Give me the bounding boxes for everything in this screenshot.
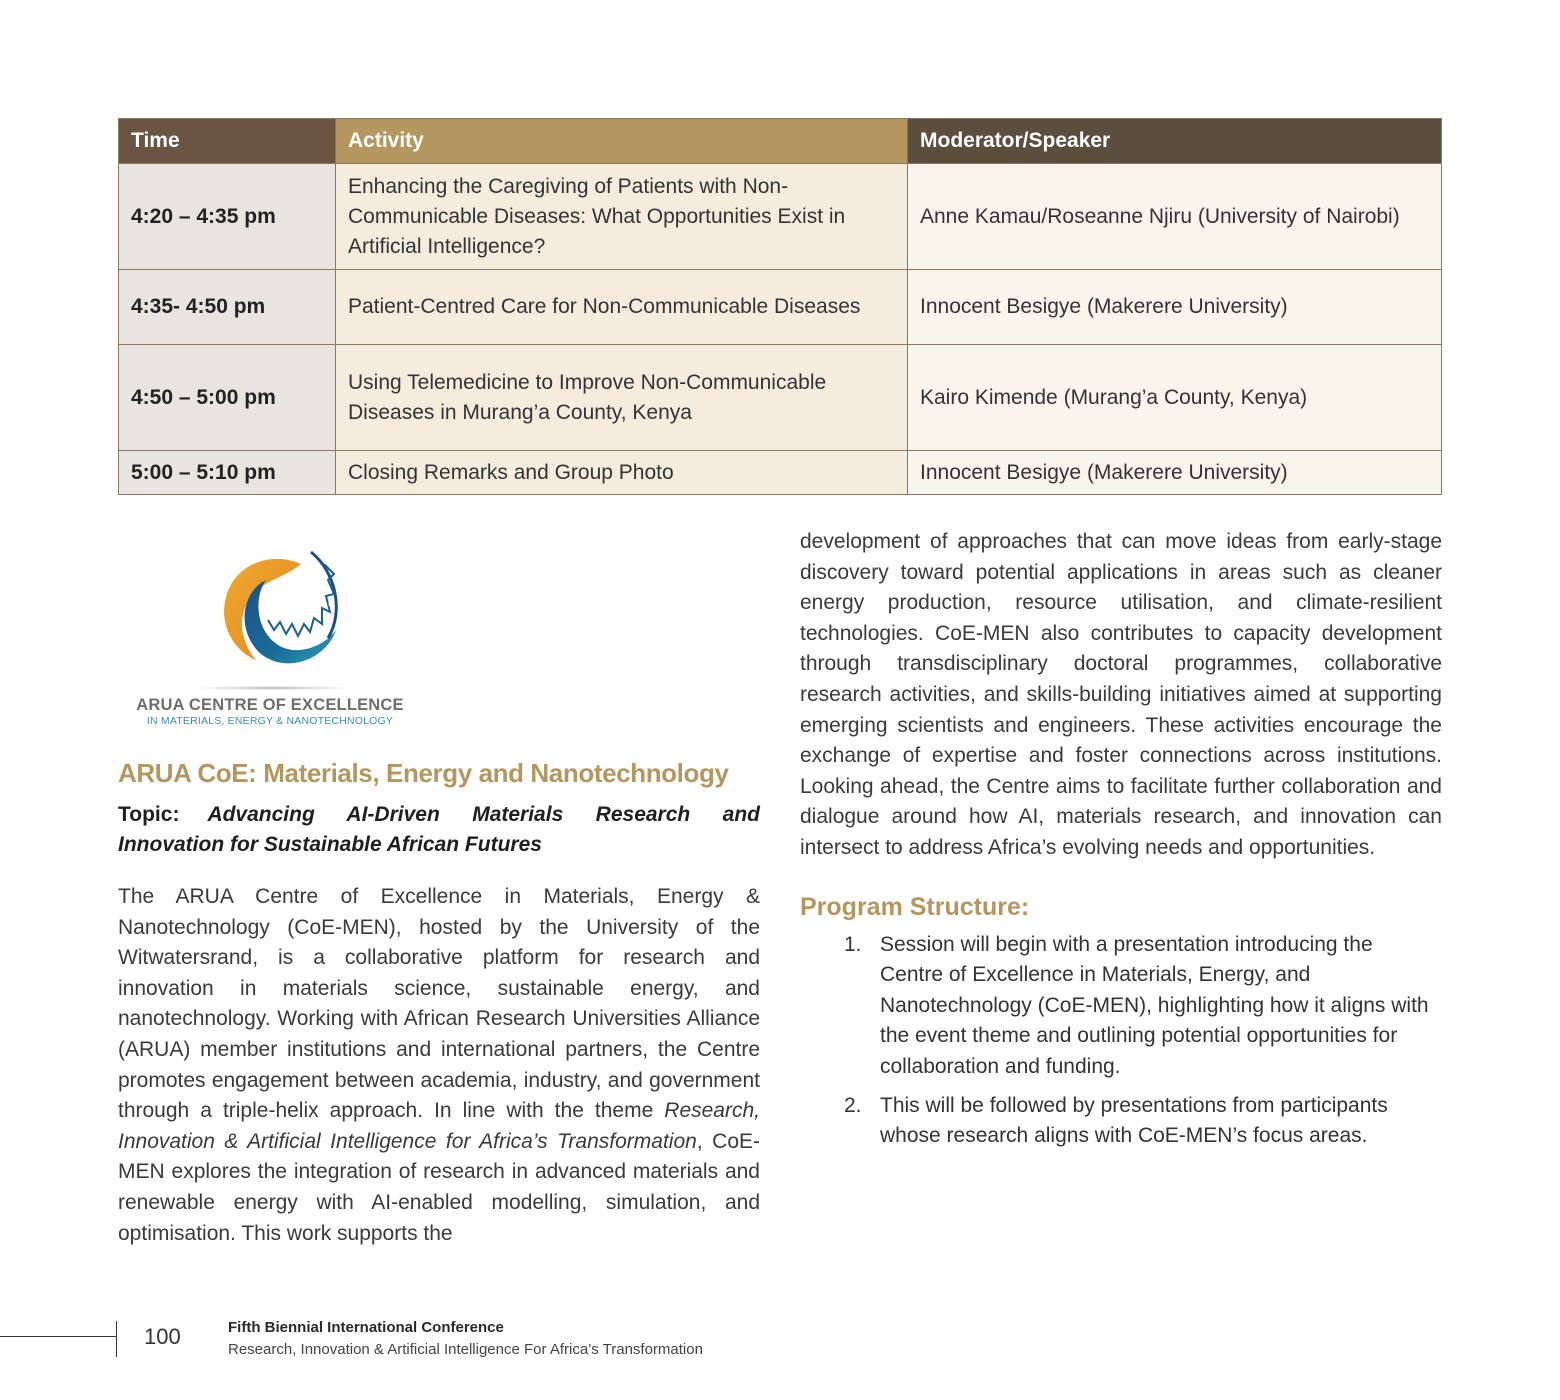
logo-title: ARUA CENTRE OF EXCELLENCE [136, 696, 404, 714]
body-theme: Research, Innovation & Artificial Intelligence for Africa’s Transformation [118, 1099, 760, 1153]
schedule-table [118, 118, 1442, 495]
header-time: Time [119, 119, 336, 164]
list-number: 2. [844, 1093, 862, 1117]
row-activity: Closing Remarks and Group Photo [336, 451, 908, 495]
topic-text: Advancing AI-Driven Materials Research and Innovation for Sustainable African Futures [118, 803, 760, 856]
body-text-part2: , CoE-MEN explores the integration of research in advanced materials and renewable energy with AI-enabled modelling, simulation, and optimisation. This work supports the [118, 1129, 761, 1245]
footer-divider [116, 1321, 117, 1357]
table-row [119, 451, 1442, 495]
row-moderator: Kairo Kimende (Murang’a County, Kenya) [908, 345, 1442, 451]
list-item [800, 930, 1442, 1083]
table-header-row [119, 119, 1442, 164]
row-time: 5:00 – 5:10 pm [119, 451, 336, 495]
footer-subtitle: Research, Innovation & Artificial Intelligence For Africa’s Transformation [228, 1341, 703, 1358]
list-number: 1. [844, 932, 862, 956]
program-list [800, 930, 1442, 1152]
logo-divider [198, 686, 348, 690]
row-activity: Patient-Centred Care for Non-Communicable Diseases [336, 270, 908, 345]
swirl-logo-icon [206, 542, 346, 682]
header-activity: Activity [336, 119, 908, 164]
list-text: This will be followed by presentations from participants whose research aligns with CoE-MEN’s focus areas. [880, 1093, 1388, 1148]
footer-rule [0, 1336, 116, 1337]
program-structure-title: Program Structure: [800, 892, 1030, 921]
section-body [118, 882, 760, 1249]
section-title: ARUA CoE: Materials, Energy and Nanotechnology [118, 758, 729, 788]
body-text-part1: The ARUA Centre of Excellence in Materials, Energy & Nanotechnology (CoE-MEN), hosted by the University of the Witwatersrand, is a collaborative platform for research and innovation in materials science, sustainable energy, and nanotechnology. Working with African Research Universities Alliance (ARUA) member institutions and international partners, the Centre promotes engagement between academia, industry, and government through a triple-helix approach. In line with the theme [118, 885, 760, 1123]
table-row [119, 270, 1442, 345]
row-moderator: Anne Kamau/Roseanne Njiru (University of Nairobi) [908, 164, 1442, 270]
list-item [800, 1091, 1442, 1152]
row-time: 4:20 – 4:35 pm [119, 164, 336, 270]
topic-label: Topic: [118, 803, 180, 826]
arua-coe-logo [118, 540, 428, 735]
row-activity: Enhancing the Caregiving of Patients with Non-Communicable Diseases: What Opportunities Exist in Artificial Intelligence? [336, 164, 908, 270]
row-time: 4:35- 4:50 pm [119, 270, 336, 345]
footer-title: Fifth Biennial International Conference [228, 1319, 504, 1336]
table-row [119, 164, 1442, 270]
page-number: 100 [144, 1324, 181, 1349]
right-column [800, 527, 1442, 1160]
row-activity: Using Telemedicine to Improve Non-Communicable Diseases in Murang’a County, Kenya [336, 345, 908, 451]
topic [118, 800, 760, 860]
table-row [119, 345, 1442, 451]
left-column [118, 756, 760, 1249]
row-moderator: Innocent Besigye (Makerere University) [908, 270, 1442, 345]
row-moderator: Innocent Besigye (Makerere University) [908, 451, 1442, 495]
row-time: 4:50 – 5:00 pm [119, 345, 336, 451]
logo-subtitle: IN MATERIALS, ENERGY & NANOTECHNOLOGY [146, 715, 394, 727]
list-text: Session will begin with a presentation introducing the Centre of Excellence in Materials, Energy, and Nanotechnology (CoE-MEN), highlighting how it aligns with the event theme and outlining potential opportunities for collaboration and funding. [880, 932, 1429, 1078]
header-moderator: Moderator/Speaker [908, 119, 1442, 164]
section-body-continued: development of approaches that can move ideas from early-stage discovery toward potential applications in areas such as cleaner energy production, resource utilisation, and climate-resilient technologies. CoE-MEN also contributes to capacity development through transdisciplinary doctoral programmes, collaborative research activities, and skills-building initiatives aimed at supporting emerging scientists and engineers. These activities encourage the exchange of expertise and foster connections across institutions. Looking ahead, the Centre aims to facilitate further collaboration and dialogue around how AI, materials research, and innovation can intersect to address Africa’s evolving needs and opportunities. [800, 530, 1442, 859]
